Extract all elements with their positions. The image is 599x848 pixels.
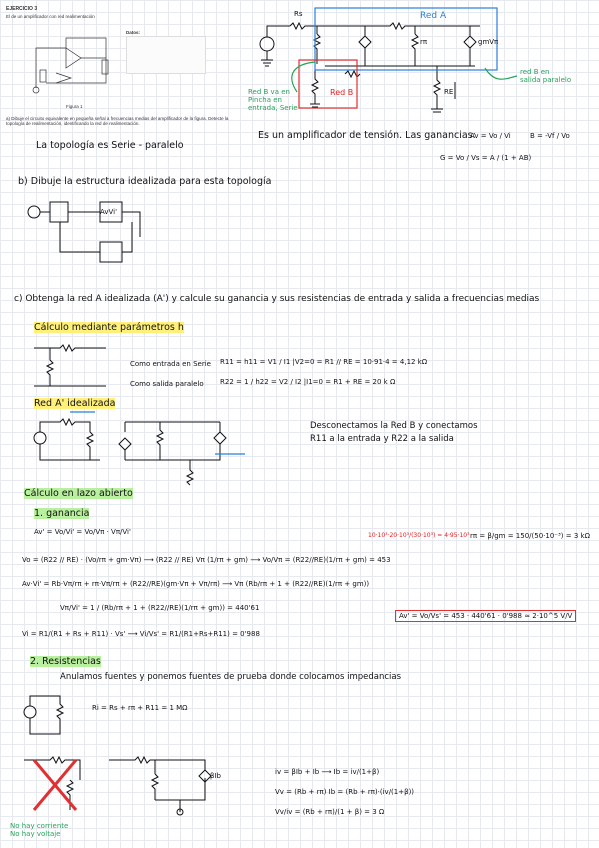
exercise-title: EJERCICIO 3 [6, 6, 38, 12]
entrada-serie-label: Como entrada en Serie [130, 360, 211, 368]
question-a: a) Dibuje el circuito equivalente en pequeña señal a frecuencias medias del amplificador de la figura. Detecte la topología de realimentación, identificando la red de realimentación. [6, 116, 229, 126]
vi-eq: Vi = R1/(R1 + Rs + R11) · Vs' ⟶ Vi/Vs' = R1/(R1+Rs+R11) = 0'988 [22, 630, 260, 638]
ganancia-heading: 1. ganancia [34, 508, 90, 519]
gain-av: Av = Vo / Vi [470, 132, 511, 140]
ro-eq: Vv/iv = (Rb + rπ)/(1 + β) = 3 Ω [275, 808, 385, 816]
red-b-label: Red B [330, 88, 354, 97]
av-def-eq: Av' = Vo/Vi' = Vo/Vπ · Vπ/Vi' [34, 528, 131, 536]
ro-test-circuit [105, 750, 225, 820]
datos-label: Datos: [126, 30, 141, 35]
red-a-label: Red A [420, 11, 447, 21]
exercise-description: El de un amplificador con red realimentación [6, 14, 95, 19]
entrada-serie-eq: R11 = h11 = V1 / I1 |V2=0 = R1 // RE = 10·91·4 = 4,12 kΩ [220, 358, 428, 366]
red-side-note: 10·10³·20·10³/(30·10³) = 4·95·10³ [368, 532, 470, 539]
label-beta-ib: βIb [210, 772, 221, 780]
idealized-structure-diagram [20, 192, 150, 272]
topologia-text: La topología es Serie - paralelo [36, 140, 184, 151]
lazo-abierto-heading: Cálculo en lazo abierto [24, 488, 133, 499]
section-b-title: b) Dibuje la estructura idealizada para esta topología [18, 176, 272, 187]
red-b-note: Red B va en Pincha en entrada, Serie [248, 88, 298, 112]
vv-eq: Vv = (Rb + rπ) Ib = (Rb + rπ)·(iv/(1+β)) [275, 788, 415, 796]
anulamos-text: Anulamos fuentes y ponemos fuentes de prueba donde colocamos impedancias [60, 672, 402, 682]
ri-test-circuit [20, 690, 80, 740]
h-param-network [30, 340, 110, 390]
exercise-statement [6, 4, 241, 124]
ib-eq: iv = βIb + Ib ⟶ Ib = iv/(1+β) [275, 768, 380, 776]
av-big-eq: Av·Vi' = Rb·Vπ/rπ + rπ·Vπ/rπ + (R22//RE)(gm·Vπ + Vπ/rπ) ⟶ Vπ (Rb/rπ + 1 + (R22//RE)(1/rπ + gm)) [22, 580, 370, 588]
no-hay-note: No hay corriente No hay voltaje [10, 822, 69, 838]
label-re-top: RE [444, 88, 454, 96]
resistencias-heading: 2. Resistencias [30, 656, 101, 667]
salida-paralelo-eq: R22 = 1 / h22 = V2 / I2 |I1=0 = R1 + RE = 20 k Ω [220, 378, 396, 386]
desconectamos-note: Desconectamos la Red B y conectamos R11 a la entrada y R22 a la salida [310, 421, 478, 444]
datos-box [126, 36, 206, 74]
gain-g: G = Vo / Vs = A / (1 + AB) [440, 154, 532, 162]
calc-param-heading: Cálculo mediante parámetros h [34, 322, 184, 333]
rpi-note: rπ = β/gm = 150/(50·10⁻³) = 3 kΩ [470, 532, 590, 540]
printed-circuit-figure [26, 28, 136, 103]
label-rs-top: Rs [294, 10, 303, 18]
red-a-ideal-circuit [30, 410, 270, 490]
label-gm-top: gmVπ [478, 38, 499, 46]
ri-eq: Ri = Rs + rπ + R11 = 1 MΩ [92, 704, 188, 712]
label-av-b: AvVi' [100, 208, 118, 216]
salida-note: red B en salida paralelo [520, 68, 572, 84]
section-c-title: c) Obtenga la red A idealizada (A') y calcule su ganancia y sus resistencias de entrada y salida a frecuencias medias [14, 294, 540, 304]
av-result-box: Av' = Vo/Vs' = 453 · 440'61 · 0'988 ≈ 2·10^5 V/V [395, 610, 576, 622]
figure-label: Figura 1 [66, 104, 83, 109]
vpi-vi-eq: Vπ/Vi' = 1 / (Rb/rπ + 1 + (R22//RE)(1/rπ + gm)) = 440'61 [60, 604, 260, 612]
label-rpi-top: rπ [420, 38, 428, 46]
vo-eq: Vo = (R22 // RE) · (Vo/rπ + gm·Vπ) ⟶ (R22 // RE) Vπ (1/rπ + gm) ⟶ Vo/Vπ = (R22//RE)(1/rπ + gm) = 453 [22, 556, 391, 564]
red-b-box [299, 60, 357, 108]
crossed-circuit [20, 750, 90, 820]
gain-b: B = -Vf / Vo [530, 132, 570, 140]
feedback-circuit [255, 4, 595, 124]
salida-paralelo-label: Como salida paralelo [130, 380, 204, 388]
amp-tension-text: Es un amplificador de tensión. Las ganancias: [258, 130, 476, 141]
red-a-ideal-heading: Red A' idealizada [34, 398, 116, 409]
